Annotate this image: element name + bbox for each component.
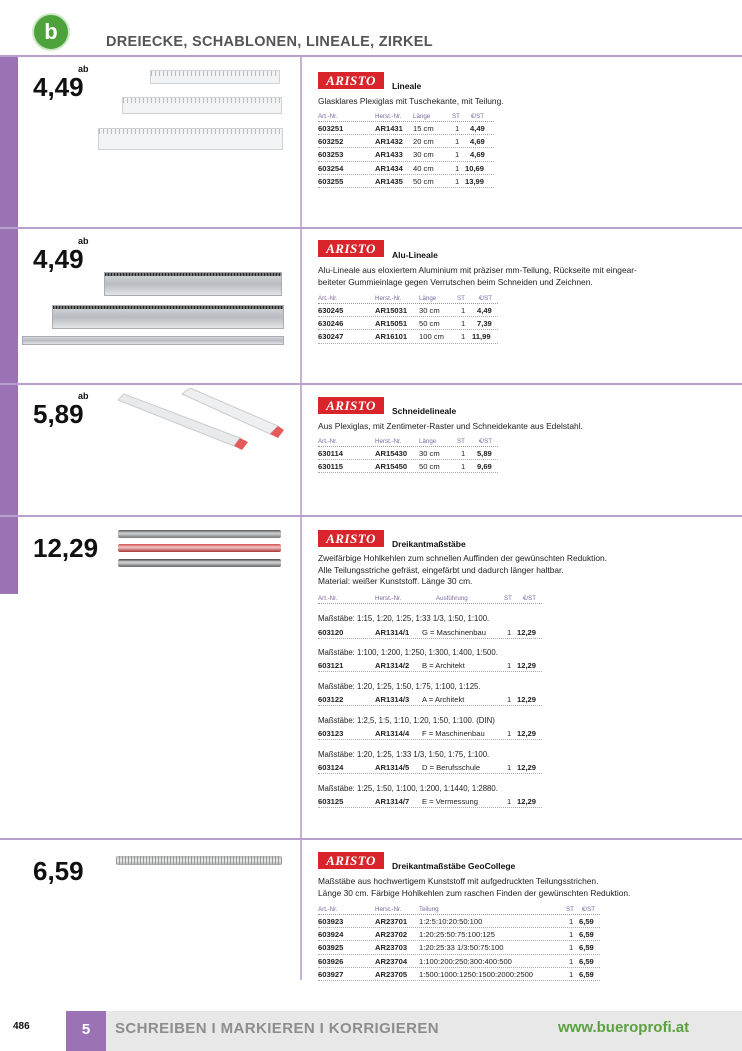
product-title: Alu-Lineale	[392, 250, 438, 260]
product-table: Art.-Nr. Herst.-Nr. Ausführung ST €/ST	[318, 595, 542, 604]
divider	[0, 515, 742, 517]
product-table: Art.-Nr. Herst.-Nr. Teilung ST €/ST 603923 AR23701 1:2:5:10:20:50:100 1 6,59 603924 AR23702 1:20:25:50:75:100:125 1 6,59 603925 AR23703 1:20:25:33 1/3:50:75:100 1 6,59 603926 AR23704 1:100:200:250:300:400:500 1 6,59 603927 AR23705 1:500:1000:1250:1500:2000:2500 1 6,59	[318, 906, 600, 981]
divider	[300, 229, 302, 383]
divider	[0, 838, 742, 840]
scale-info: Maßstäbe: 1:20, 1:25, 1:50, 1:75, 1:100, 1:125.	[318, 682, 481, 691]
table-row: 603125 AR1314/7 E = Vermessung 1 12,29	[318, 795, 542, 808]
price: 5,89	[33, 399, 84, 429]
divider	[0, 383, 742, 385]
product-title: Schneidelineale	[392, 406, 457, 416]
price: 4,49	[33, 72, 84, 102]
product-table	[318, 727, 542, 740]
table-row: 603925 AR23703 1:20:25:33 1/3:50:75:100 1 6,59	[318, 941, 600, 954]
brand-logo: ARISTO	[318, 530, 384, 547]
ab-label: ab	[78, 64, 89, 74]
table-row: 603124 AR1314/5 D = Berufsschule 1 12,29	[318, 761, 542, 774]
table-row: 603254 AR1434 40 cm 1 10,69	[318, 162, 494, 175]
ab-label: ab	[78, 236, 89, 246]
product-title: Lineale	[392, 81, 422, 91]
category-logo: b	[32, 13, 70, 51]
divider	[300, 840, 302, 980]
ruler-image	[52, 305, 284, 329]
table-row: 630246 AR15051 50 cm 1 7,39	[318, 317, 498, 330]
product-table: Art.-Nr. Herst.-Nr. Länge ST €/ST 630245 AR15031 30 cm 1 4,49 630246 AR15051 50 cm 1 7,39 630247 AR16101 100 cm 1 11,99	[318, 295, 498, 344]
scale-ruler-image	[116, 856, 282, 865]
product-description: Zweifärbige Hohlkehlen zum schnellen Auffinden der gewünschten Reduktion. Alle Teilungsstriche gefräst, eingefärbt und dadurch länger haltbar. Material: weißer Kunststoff. Länge 30 cm.	[318, 553, 607, 586]
product-description: Alu-Lineale aus eloxiertem Aluminium mit präziser mm-Teilung, Rückseite mit eingear- beiteter Gummieinlage gegen Verrutschen beim Schneiden und Zeichnen.	[318, 265, 637, 287]
divider	[0, 55, 742, 57]
scale-ruler-image	[118, 544, 281, 552]
product-description: Aus Plexiglas, mit Zentimeter-Raster und Schneidekante aus Edelstahl.	[318, 421, 583, 431]
product-table	[318, 795, 542, 808]
table-row: 603122 AR1314/3 A = Architekt 1 12,29	[318, 693, 542, 706]
ruler-image	[98, 128, 283, 150]
ab-label: ab	[78, 391, 89, 401]
table-row: 603123 AR1314/4 F = Maschinenbau 1 12,29	[318, 727, 542, 740]
brand-logo: ARISTO	[318, 240, 384, 257]
divider	[300, 385, 302, 515]
product-table	[318, 761, 542, 774]
divider	[300, 517, 302, 838]
table-row: 603255 AR1435 50 cm 1 13,99	[318, 175, 494, 188]
ruler-image	[22, 336, 284, 345]
divider	[300, 57, 302, 227]
price: 4,49	[33, 244, 84, 274]
scale-info: Maßstäbe: 1:15, 1:20, 1:25, 1:33 1/3, 1:50, 1:100.	[318, 614, 490, 623]
product-table	[318, 693, 542, 706]
section-title: SCHREIBEN I MARKIEREN I KORRIGIEREN	[115, 1020, 440, 1037]
table-row: 630114 AR15430 30 cm 1 5,89	[318, 447, 498, 460]
scale-info: Maßstäbe: 1:25, 1:50, 1:100, 1:200, 1:1440, 1:2880.	[318, 784, 498, 793]
section-number: 5	[66, 1011, 106, 1051]
product-table	[318, 659, 542, 672]
section-tab	[0, 57, 18, 594]
scale-info: Maßstäbe: 1:20, 1:25, 1:33 1/3, 1:50, 1:75, 1:100.	[318, 750, 490, 759]
product-description: Glasklares Plexiglas mit Tuschekante, mit Teilung.	[318, 96, 504, 106]
product-title: Dreikantmaßstäbe	[392, 539, 466, 549]
table-row: 603251 AR1431 15 cm 1 4,49	[318, 122, 494, 135]
price: 12,29	[33, 533, 99, 563]
table-row: 603253 AR1433 30 cm 1 4,69	[318, 148, 494, 161]
product-title: Dreikantmaßstäbe GeoCollege	[392, 861, 516, 871]
scale-ruler-image	[118, 559, 281, 567]
ruler-image	[104, 272, 282, 296]
table-row: 603121 AR1314/2 B = Architekt 1 12,29	[318, 659, 542, 672]
page-number: 486	[13, 1021, 30, 1032]
table-row: 630245 AR15031 30 cm 1 4,49	[318, 304, 498, 317]
table-row: 603924 AR23702 1:20:25:50:75:100:125 1 6,59	[318, 928, 600, 941]
product-table: Art.-Nr. Herst.-Nr. Länge ST €/ST 630114 AR15430 30 cm 1 5,89 630115 AR15450 50 cm 1 9,69	[318, 438, 498, 473]
product-description: Maßstäbe aus hochwertigem Kunststoff mit aufgedruckten Teilungsstrichen. Länge 30 cm. Färbige Hohlkehlen zum raschen Finden der gewünschten Reduktion.	[318, 876, 631, 898]
brand-logo: ARISTO	[318, 72, 384, 89]
table-row: 603927 AR23705 1:500:1000:1250:1500:2000:2500 1 6,59	[318, 968, 600, 981]
divider	[0, 227, 742, 229]
product-table	[318, 626, 542, 639]
table-row: 630115 AR15450 50 cm 1 9,69	[318, 460, 498, 473]
price: 6,59	[33, 856, 84, 886]
brand-logo: ARISTO	[318, 852, 384, 869]
website-url: www.bueroprofi.at	[558, 1019, 690, 1036]
scale-info: Maßstäbe: 1:100, 1:200, 1:250, 1:300, 1:400, 1:500.	[318, 648, 498, 657]
scale-info: Maßstäbe: 1:2,5, 1:5, 1:10, 1:20, 1:50, 1:100. (DIN)	[318, 716, 495, 725]
page-title: DREIECKE, SCHABLONEN, LINEALE, ZIRKEL	[106, 34, 433, 50]
table-row: 603120 AR1314/1 G = Maschinenbau 1 12,29	[318, 626, 542, 639]
ruler-image	[122, 97, 282, 114]
table-row: 603926 AR23704 1:100:200:250:300:400:500 1 6,59	[318, 955, 600, 968]
cutting-ruler-image	[110, 388, 285, 460]
table-row: 630247 AR16101 100 cm 1 11,99	[318, 330, 498, 343]
brand-logo: ARISTO	[318, 397, 384, 414]
table-row: 603923 AR23701 1:2:5:10:20:50:100 1 6,59	[318, 915, 600, 928]
table-row: 603252 AR1432 20 cm 1 4,69	[318, 135, 494, 148]
product-table: Art.-Nr. Herst.-Nr. Länge ST €/ST 603251 AR1431 15 cm 1 4,49 603252 AR1432 20 cm 1 4,69 603253 AR1433 30 cm 1 4,69 603254 AR1434 40 cm 1 10,69 603255 AR1435 50 cm 1 13,99	[318, 113, 494, 188]
scale-ruler-image	[118, 530, 281, 538]
ruler-image	[150, 70, 280, 84]
